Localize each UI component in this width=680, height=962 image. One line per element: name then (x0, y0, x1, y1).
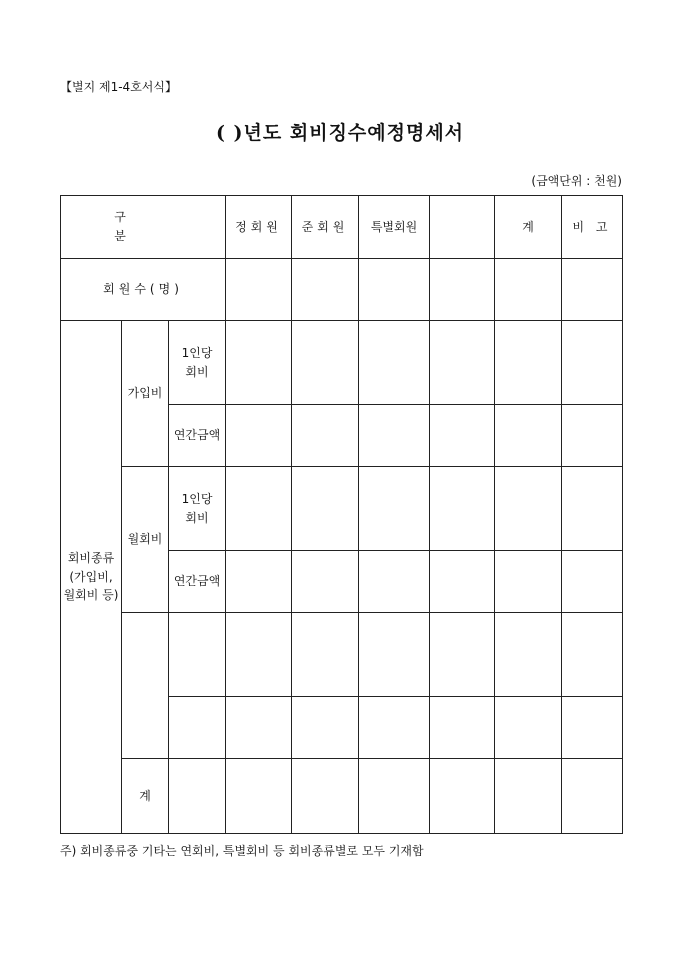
data-cell[interactable] (562, 405, 623, 467)
header-special-member: 특별회원 (359, 196, 430, 259)
data-cell[interactable] (226, 697, 292, 759)
monthly-fee-label: 월회비 (122, 467, 169, 613)
data-cell[interactable] (430, 405, 495, 467)
header-category: 구 분 (61, 196, 226, 259)
data-cell[interactable] (495, 697, 562, 759)
member-count-label: 회원수(명) (61, 259, 226, 321)
data-cell[interactable] (430, 613, 495, 697)
header-regular-member: 정회원 (226, 196, 292, 259)
monthly-fee-per-person-row (61, 467, 623, 551)
data-cell[interactable] (359, 759, 430, 834)
header-blank (430, 196, 495, 259)
data-cell[interactable] (359, 613, 430, 697)
data-cell[interactable] (359, 697, 430, 759)
data-cell[interactable] (430, 759, 495, 834)
data-cell[interactable] (430, 551, 495, 613)
data-cell[interactable] (292, 467, 359, 551)
data-cell[interactable] (562, 321, 623, 405)
data-cell[interactable] (359, 467, 430, 551)
form-number-label: 【별지 제1-4호서식】 (60, 80, 177, 94)
data-cell[interactable] (169, 613, 226, 697)
header-row (61, 196, 623, 259)
other-fee-row (61, 613, 623, 697)
total-label: 계 (122, 759, 169, 834)
data-cell[interactable] (495, 405, 562, 467)
header-remarks: 비 고 (562, 196, 623, 259)
data-cell[interactable] (562, 697, 623, 759)
per-person-fee-label: 1인당 회비 (169, 467, 226, 551)
data-cell[interactable] (292, 405, 359, 467)
data-cell[interactable] (562, 551, 623, 613)
per-person-fee-label: 1인당 회비 (169, 321, 226, 405)
data-cell[interactable] (430, 697, 495, 759)
data-cell[interactable] (430, 259, 495, 321)
fee-collection-table (60, 195, 623, 834)
other-fee-type-cell[interactable] (122, 613, 169, 759)
data-cell[interactable] (292, 321, 359, 405)
data-cell[interactable] (292, 613, 359, 697)
data-cell[interactable] (562, 613, 623, 697)
data-cell[interactable] (359, 551, 430, 613)
data-cell[interactable] (562, 759, 623, 834)
fee-type-label: 회비종류 (가입비, 월회비 등) (61, 321, 122, 834)
data-cell[interactable] (495, 759, 562, 834)
total-row (61, 759, 623, 834)
data-cell[interactable] (430, 321, 495, 405)
entry-fee-per-person-row (61, 321, 623, 405)
data-cell[interactable] (226, 759, 292, 834)
data-cell[interactable] (359, 321, 430, 405)
entry-fee-label: 가입비 (122, 321, 169, 467)
data-cell[interactable] (562, 259, 623, 321)
data-cell[interactable] (495, 613, 562, 697)
page-title: ( )년도 회비징수예정명세서 (215, 122, 465, 144)
data-cell[interactable] (495, 259, 562, 321)
data-cell[interactable] (292, 259, 359, 321)
amount-unit-note: (금액단위 : 천원) (531, 174, 622, 188)
data-cell[interactable] (226, 259, 292, 321)
data-cell[interactable] (292, 697, 359, 759)
data-cell[interactable] (226, 613, 292, 697)
header-total: 계 (495, 196, 562, 259)
data-cell[interactable] (226, 405, 292, 467)
annual-amount-label: 연간금액 (169, 551, 226, 613)
annual-amount-label: 연간금액 (169, 405, 226, 467)
data-cell[interactable] (292, 759, 359, 834)
data-cell[interactable] (495, 551, 562, 613)
data-cell[interactable] (226, 467, 292, 551)
data-cell[interactable] (562, 467, 623, 551)
data-cell[interactable] (359, 259, 430, 321)
data-cell[interactable] (430, 467, 495, 551)
data-cell[interactable] (169, 759, 226, 834)
data-cell[interactable] (292, 551, 359, 613)
data-cell[interactable] (226, 551, 292, 613)
footnote: 주) 회비종류중 기타는 연회비, 특별회비 등 회비종류별로 모두 기재함 (60, 844, 424, 858)
data-cell[interactable] (169, 697, 226, 759)
header-associate-member: 준회원 (292, 196, 359, 259)
data-cell[interactable] (495, 321, 562, 405)
member-count-row (61, 259, 623, 321)
data-cell[interactable] (359, 405, 430, 467)
data-cell[interactable] (226, 321, 292, 405)
data-cell[interactable] (495, 467, 562, 551)
